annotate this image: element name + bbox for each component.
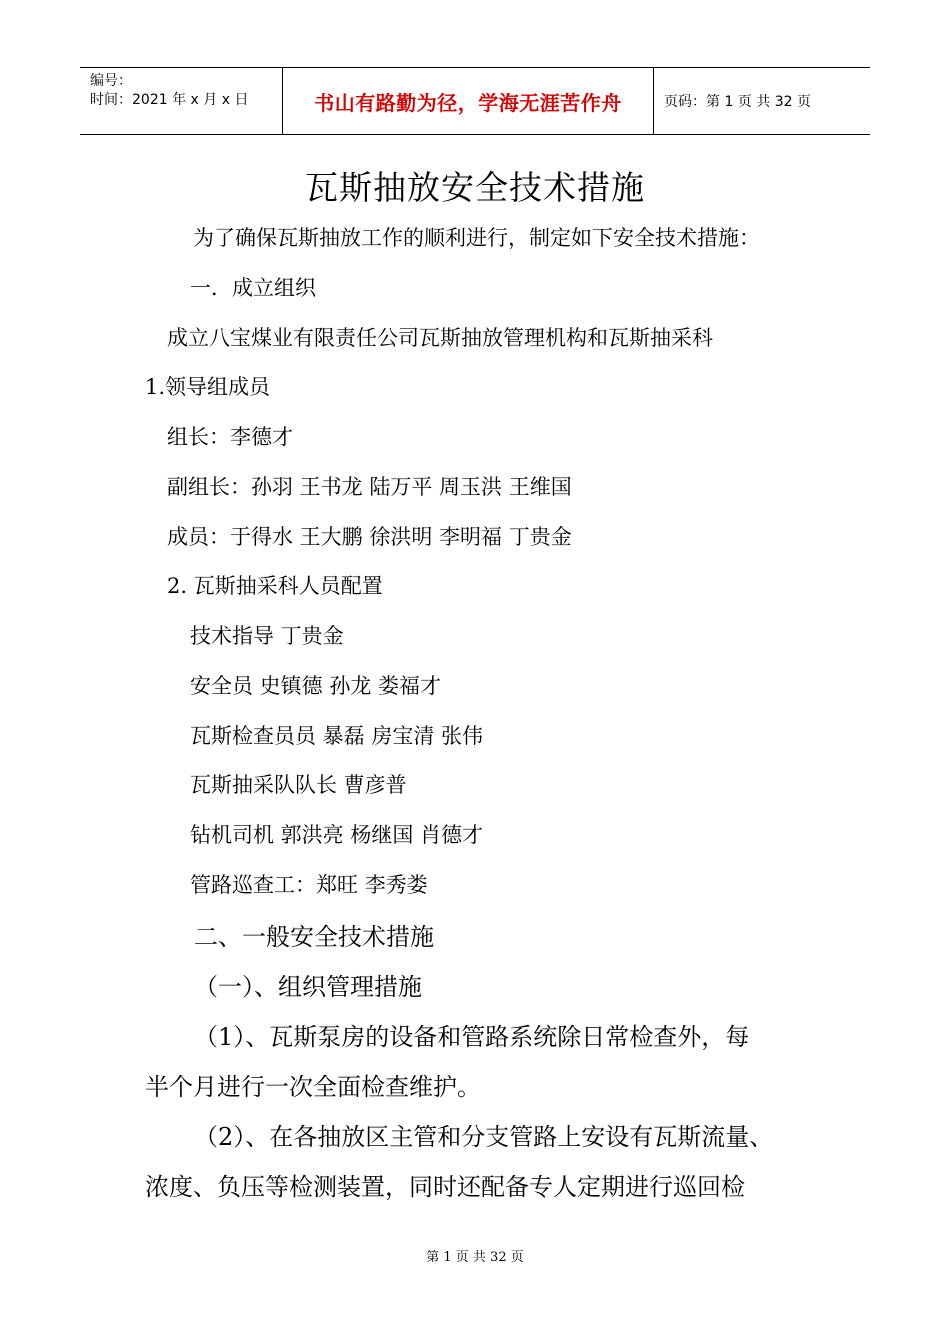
page-info-text: 页码：第 1 页 共 32 页 (664, 94, 811, 110)
item-2-line-2: 浓度、负压等检测装置，同时还配备专人定期进行巡回检 (145, 1173, 745, 1201)
time-label: 时间：2021 年 x 月 x 日 (90, 92, 249, 108)
header-meta (80, 68, 282, 134)
subsection-1-heading: 1.领导组成员 (145, 375, 271, 399)
safety-officer-line: 安全员 史镇德 孙龙 娄福才 (190, 674, 442, 698)
header-motto-cell (282, 68, 654, 134)
members-line: 成员：于得水 王大鹏 徐洪明 李明福 丁贵金 (167, 525, 572, 549)
gas-inspector-line: 瓦斯检查员员 暴磊 房宝清 张伟 (190, 724, 484, 748)
item-1-line-2: 半个月进行一次全面检查维护。 (145, 1073, 481, 1101)
section-2-heading: 二、一般安全技术措施 (194, 923, 434, 951)
subsection-2-heading: 2. 瓦斯抽采科人员配置 (167, 574, 383, 598)
tech-guide-line: 技术指导 丁贵金 (190, 624, 344, 648)
header-motto: 书山有路勤为径，学海无涯苦作舟 (314, 90, 622, 115)
item-2-line-1: （2）、在各抽放区主管和分支管路上安设有瓦斯流量、 (194, 1123, 774, 1151)
driller-line: 钻机司机 郭洪亮 杨继国 肖德才 (190, 823, 484, 847)
leader-line: 组长：李德才 (167, 425, 293, 449)
pipe-patrol-line: 管路巡查工：郑旺 李秀娄 (190, 873, 428, 897)
item-1-line-1: （1）、瓦斯泵房的设备和管路系统除日常检查外，每 (194, 1023, 750, 1051)
intro-paragraph: 为了确保瓦斯抽放工作的顺利进行，制定如下安全技术措施： (193, 226, 760, 250)
vice-leaders-line: 副组长：孙羽 王书龙 陆万平 周玉洪 王维国 (167, 475, 572, 499)
team-leader-line: 瓦斯抽采队队长 曹彦普 (190, 773, 407, 797)
document-header (80, 67, 870, 135)
header-page-info (654, 68, 870, 134)
section-1-text: 成立八宝煤业有限责任公司瓦斯抽放管理机构和瓦斯抽采科 (167, 326, 713, 350)
section-2-subheading: （一）、组织管理措施 (194, 973, 422, 1001)
number-label: 编号： (90, 73, 132, 89)
section-1-heading: 一．成立组织 (190, 276, 316, 300)
document-title: 瓦斯抽放安全技术措施 (305, 168, 645, 207)
page-footer: 第 1 页 共 32 页 (426, 1250, 524, 1265)
